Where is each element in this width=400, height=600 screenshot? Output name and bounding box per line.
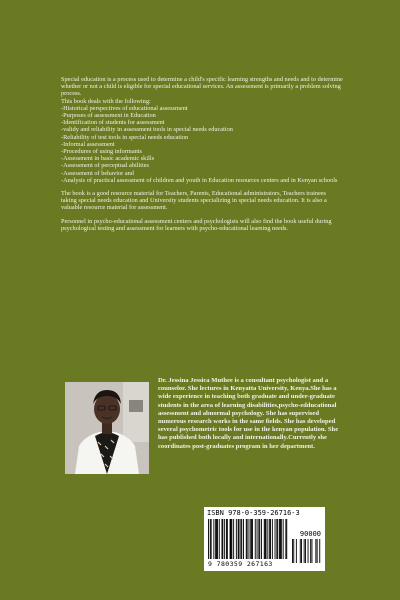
- barcode-bar: [240, 519, 241, 559]
- barcode-bar: [230, 519, 231, 559]
- barcode-bar: [208, 519, 209, 559]
- topic-item: -Assessment of perceptual abilities: [61, 162, 149, 170]
- price-bar: [304, 539, 305, 563]
- book-description: [61, 76, 343, 238]
- topic-item: -Assessment of behavior and: [61, 169, 134, 177]
- barcode-bar: [231, 519, 232, 559]
- topic-item: -Identification of students for assessment: [61, 119, 165, 127]
- topic-item: -validy and reliability in assessment tools in special needs education: [61, 126, 233, 134]
- barcode-bar: [247, 519, 248, 559]
- topic-item: -Historical perspectives of educational assessment: [61, 104, 188, 112]
- barcode-bar: [246, 519, 247, 559]
- barcode-bar: [286, 519, 287, 559]
- barcode-bar: [249, 519, 250, 559]
- price-bar: [301, 539, 302, 563]
- barcode-bar: [236, 519, 237, 559]
- barcode-bar: [243, 519, 244, 559]
- price-bar: [292, 539, 293, 563]
- topic-item: -Analysis of practical assessment of children and youth in Education resources centers and in Kenyan schools: [61, 176, 338, 184]
- topic-item: -Assessment in basic academic skills: [61, 155, 155, 163]
- barcode-bar: [285, 519, 286, 559]
- barcode-bar: [265, 519, 266, 559]
- barcode-bar: [283, 519, 284, 559]
- barcode-bar: [216, 519, 217, 559]
- topics-heading: This book deals with the following:: [61, 97, 151, 105]
- barcode-bar: [226, 519, 227, 559]
- topics-list: [61, 105, 343, 184]
- barcode-bar: [239, 519, 240, 559]
- barcode-bar: [238, 519, 239, 559]
- price-bar: [300, 539, 301, 563]
- barcode-bar: [227, 519, 228, 559]
- barcode-bar: [270, 519, 271, 559]
- barcode-bar: [280, 519, 281, 559]
- price-bar: [315, 539, 316, 563]
- barcode-bar: [281, 519, 282, 559]
- isbn-label: ISBN 978-0-359-26716-3: [207, 509, 300, 517]
- barcode-bar: [266, 519, 267, 559]
- barcode-bar: [277, 519, 278, 559]
- barcode-bar: [267, 519, 268, 559]
- personnel-paragraph: Personnel in psycho-educational assessment centers and psychologists will also find the book useful during psychological testing and assessment for learners with psycho-educational learning needs.: [61, 217, 332, 232]
- price-bar: [308, 539, 309, 563]
- barcode-digits: 9 780359 267163: [208, 560, 273, 568]
- barcode-bar: [222, 519, 223, 559]
- topic-item: -Reliability of test tools in special needs education: [61, 133, 189, 141]
- author-bio: Dr. Jessina Jessica Muthee is a consultant psychologist and a counselor. She lectures in Kenyatta University, Kenya.She has a wide experience in teaching both graduate and under-graduate students in the area of learning disabilities,psycho-edducational assessment and abnormal psychology. She has supervised numerous research works in the same fields. She has developed several psychometric tools for use in the kenyan population. She has published both locally and internationally.Currently she coordinates post-graduates program in her department.: [158, 377, 339, 450]
- price-bar: [310, 539, 311, 563]
- barcode-bar: [224, 519, 225, 559]
- barcode-bar: [217, 519, 218, 559]
- author-photo: [65, 382, 149, 474]
- barcode-bar: [269, 519, 270, 559]
- isbn-barcode: [204, 507, 325, 571]
- barcode-bar: [255, 519, 256, 559]
- barcode-bar: [213, 519, 214, 559]
- barcode-bar: [219, 519, 220, 559]
- price-bar: [296, 539, 297, 563]
- barcode-bar: [231, 519, 232, 559]
- topic-item: -Purposes of assessment in Education: [61, 112, 156, 120]
- topic-item: -Informal assessment: [61, 140, 115, 148]
- barcode-bar: [279, 519, 280, 559]
- barcode-bar: [258, 519, 259, 559]
- barcode-bar: [264, 519, 265, 559]
- topic-item: -Procedures of using informants: [61, 148, 142, 156]
- barcode-bar: [257, 519, 258, 559]
- barcode-bar: [210, 519, 211, 559]
- barcode-bar: [211, 519, 212, 559]
- barcode-bar: [272, 519, 273, 559]
- barcode-bar: [276, 519, 277, 559]
- price-code: 90000: [299, 530, 321, 538]
- barcode-bar: [233, 519, 234, 559]
- price-bar: [293, 539, 294, 563]
- barcode-bar: [251, 519, 252, 559]
- price-bar: [312, 539, 313, 563]
- barcode-bar: [259, 519, 260, 559]
- price-bar: [319, 539, 320, 563]
- price-bar: [305, 539, 306, 563]
- barcode-bar: [252, 519, 253, 559]
- barcode-bar: [215, 519, 216, 559]
- price-bar: [317, 539, 318, 563]
- barcode-bar: [241, 519, 242, 559]
- barcode-bar: [261, 519, 262, 559]
- barcode-bar: [275, 519, 276, 559]
- intro-paragraph: Special education is a process used to determine a child's specific learning strengths and needs and to determine whether or not a child is eligible for special educational services. An assessment is primarily a problem solving process.: [61, 76, 343, 98]
- barcode-bar: [222, 519, 223, 559]
- resource-paragraph: The book is a good resource material for Teachers, Parents, Educational administrators, Teachers trainees taking special needs education and University students specializing in special needs education. It is also a valuable resource material for assessment.: [61, 190, 327, 212]
- barcode-bar: [250, 519, 251, 559]
